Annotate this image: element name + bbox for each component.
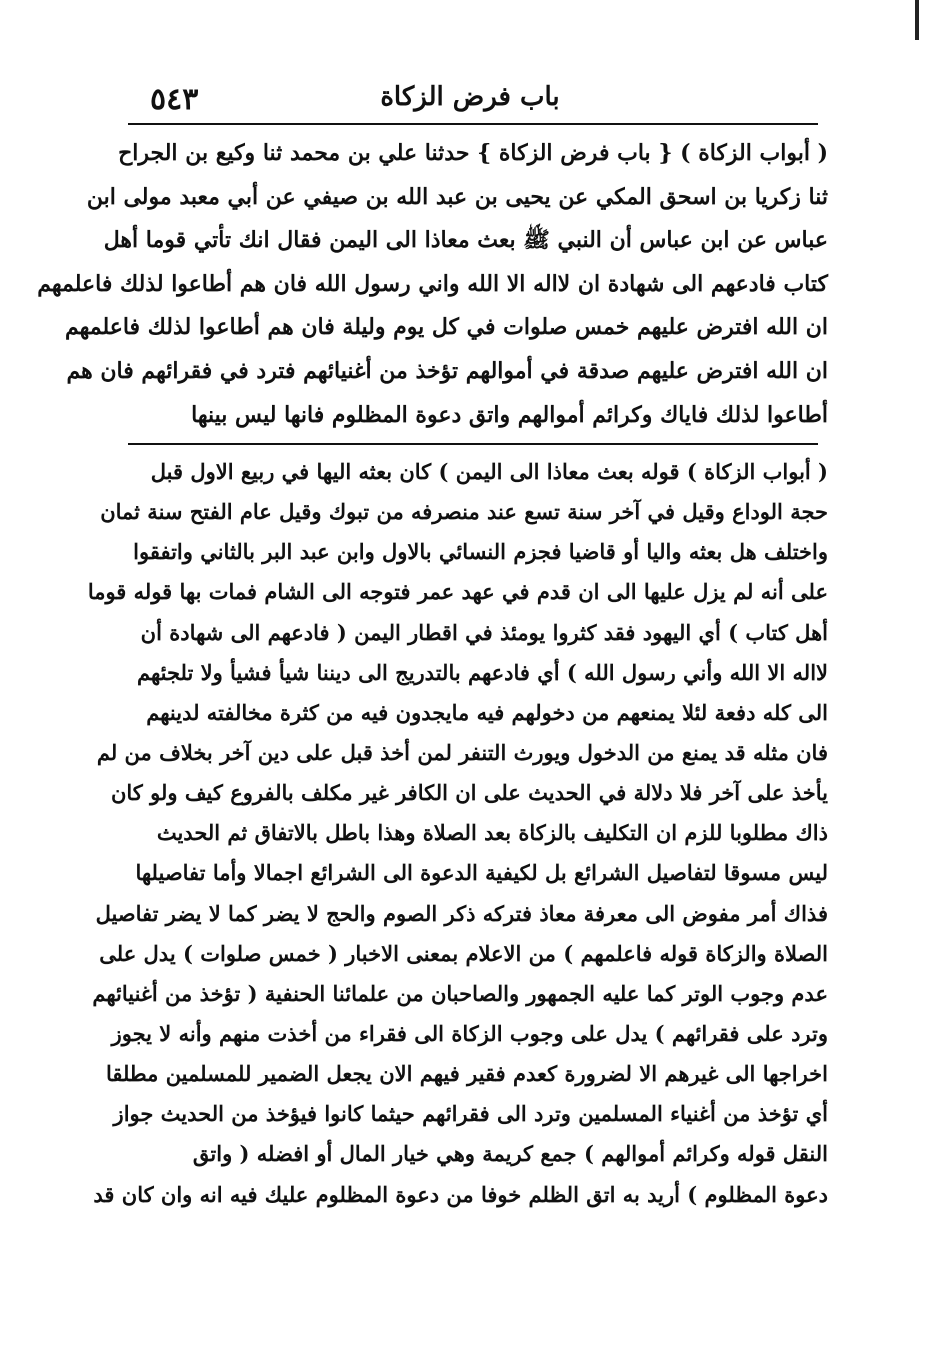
hadith-line: عباس عن ابن عباس أن النبي ﷺ بعث معاذا الى اليمن فقال انك تأتي قوما أهل: [103, 227, 828, 254]
commentary-line: على أنه لم يزل عليها الى ان قدم في عهد عمر فتوجه الى الشام فمات بها قوله قوما: [87, 579, 828, 605]
commentary-line: اخراجها الى غيرهم الا لضرورة كعدم فقير فيهم الان يجعل الضمير للمسلمين مطلقا: [105, 1061, 828, 1087]
commentary-line: عدم وجوب الوتر كما عليه الجمهور والصاحبان من علمائنا الحنفية ( تؤخذ من أغنيائهم: [92, 980, 828, 1006]
hadith-line: أطاعوا لذلك فاياك وكرائم أموالهم واتق دعوة المظلوم فانها ليس بينها: [191, 401, 828, 428]
commentary-line: حجة الوداع وقيل في آخر سنة تسع عند منصرفه من تبوك وقيل عام الفتح سنة ثمان: [100, 499, 828, 525]
commentary-line: الصلاة والزكاة قوله فاعلمهم ) من الاعلام بمعنى الاخبار ( خمس صلوات ) يدل على: [99, 940, 828, 966]
commentary-line: ذاك مطلوبا للزم ان التكليف بالزكاة بعد الصلاة وهذا باطل بالاتفاق ثم الحديث: [156, 820, 828, 846]
section-divider: [128, 443, 818, 445]
page-header: [150, 78, 790, 122]
page-number: ٥٤٣: [150, 82, 199, 117]
hadith-line: ان الله افترض عليهم خمس صلوات في كل يوم وليلة فان هم أطاعوا لذلك فاعلمهم: [64, 314, 828, 341]
hadith-text: [37, 132, 828, 437]
header-rule: [128, 123, 818, 125]
commentary-line: يأخذ على آخر فلا دلالة في الحديث على ان الكافر غير مكلف بالفروع كيف ولو كان: [110, 780, 828, 806]
commentary-line: ( أبواب الزكاة ) قوله بعث معاذا الى اليمن ) كان بعثه اليها في ربيع الاول قبل: [150, 459, 828, 484]
commentary-line: أهل كتاب ) أي اليهود فقد كثروا يومئذ في اقطار اليمن ( فادعهم الى شهادة أن: [140, 619, 828, 645]
commentary-line: الى كله دفعة لئلا يمنعهم من دخولهم فيه مايجدون فيه من كثرة مخالفته لدينهم: [146, 699, 828, 725]
commentary-line: وترد على فقرائهم ) يدل على وجوب الزكاة الى فقراء من أخذت منهم وأنه لا يجوز: [111, 1020, 828, 1046]
page-edge-mark: [915, 0, 919, 40]
commentary-line: أي تؤخذ من أغنياء المسلمين وترد الى فقرائهم حيثما كانوا فيؤخذ من الحديث جواز: [113, 1101, 828, 1127]
commentary-text: [87, 452, 828, 1215]
commentary-line: النقل قوله وكرائم أموالهم ) جمع كريمة وهي خيار المال أو افضله ( واتق: [192, 1141, 828, 1167]
hadith-line: ( أبواب الزكاة ) { باب فرض الزكاة } حدثنا علي بن محمد ثنا وكيع بن الجراح: [118, 140, 828, 166]
commentary-line: واختلف هل بعثه واليا أو قاضيا فجزم النسائي بالاول وابن عبد البر بالثاني واتفقوا: [133, 539, 828, 565]
commentary-line: فذاك أمر مفوض الى معرفة معاذ فتركه ذكر الصوم والحج لا يضر كما لا يضر تفاصيل: [95, 900, 828, 926]
commentary-line: دعوة المظلوم ) أريد به اتق الظلم خوفا من دعوة المظلوم عليك فيه انه وان كان قد: [93, 1181, 828, 1207]
hadith-line: ان الله افترض عليهم صدقة في أموالهم تؤخذ من أغنيائهم فترد في فقرائهم فان هم: [66, 357, 828, 384]
running-title: باب فرض الزكاة: [380, 82, 560, 112]
commentary-line: لااله الا الله وأني رسول الله ) أي فادعهم بالتدريج الى ديننا شيأ فشيأ ولا تلجئهم: [136, 659, 828, 685]
commentary-line: ليس مسوقا لتفاصيل الشرائع بل لكيفية الدعوة الى الشرائع اجمالا وأما تفاصيلها: [135, 860, 828, 886]
commentary-line: فان مثله قد يمنع من الدخول ويورث التنفر لمن أخذ قبل على دين آخر بخلاف من لم: [96, 739, 828, 765]
hadith-line: كتاب فادعهم الى شهادة ان لااله الا الله واني رسول الله فان هم أطاعوا لذلك فاعلمهم: [37, 270, 828, 297]
hadith-line: ثنا زكريا بن اسحق المكي عن يحيى بن عبد الله بن صيفي عن أبي معبد مولى ابن: [86, 183, 828, 210]
